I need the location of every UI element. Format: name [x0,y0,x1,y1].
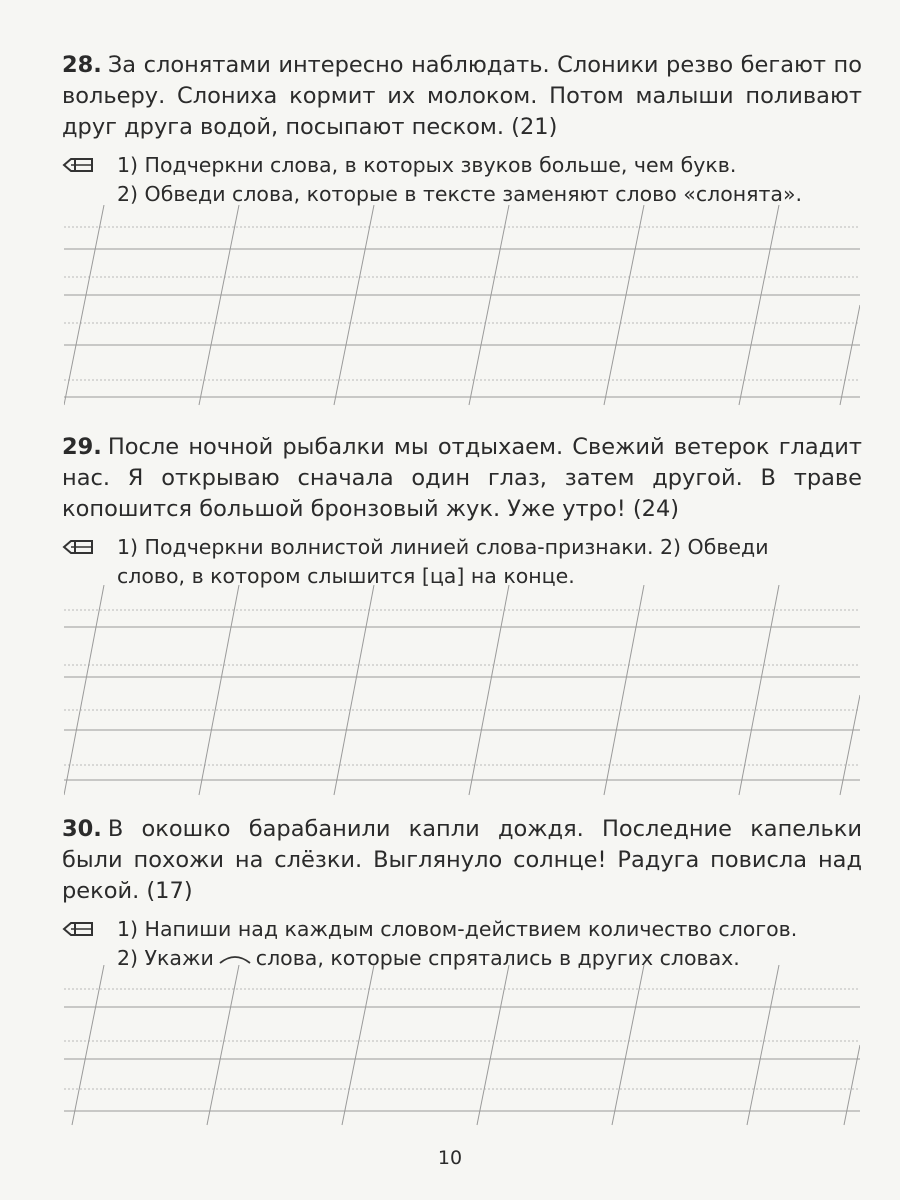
writing-grid-lines [64,585,860,800]
writing-grid [64,965,860,1135]
exercise-29 [62,432,862,591]
writing-grid-lines [64,965,860,1135]
pencil-icon [62,919,96,939]
task-line: 2) Обведи слова, которые в тексте заменяют слово «слонята». [117,182,803,206]
task-line: 1) Подчеркни волнистой линией слова-признаки. 2) Обведи [117,535,769,559]
exercise-number: 29. [62,434,102,460]
task-line: слово, в котором слышится [ца] на конце. [117,564,575,588]
pencil-icon [62,537,96,557]
task-line: 1) Напиши над каждым словом-действием количество слогов. [117,917,798,941]
arc-mark-icon [218,953,252,965]
writing-grid-lines [64,205,860,415]
pencil-icon [62,155,96,175]
exercise-task [62,151,862,209]
exercise-28 [62,50,862,209]
exercise-text: 30. В окошко барабанили капли дождя. Последние капельки были похожи на слёзки. Выглянуло солнце! Радуга повисла над рекой. (17) [62,816,862,904]
task-line: 2) Укажи слова, которые спрятались в других словах. [117,946,740,970]
exercise-text: 29. После ночной рыбалки мы отдыхаем. Свежий ветерок гладит нас. Я открываю сначала один глаз, затем другой. В траве копошится большой бронзовый жук. Уже утро! (24) [62,434,862,522]
exercise-text: 28. За слонятами интересно наблюдать. Слоники резво бегают по вольеру. Слониха кормит их молоком. Потом малыши поливают друг друга водой, посыпают песком. (21) [62,52,862,140]
page-number: 10 [437,1147,463,1169]
exercise-30 [62,814,862,973]
exercise-number: 30. [62,816,102,842]
exercise-task [62,533,862,591]
exercise-number: 28. [62,52,102,78]
task-line: 1) Подчеркни слова, в которых звуков больше, чем букв. [117,153,737,177]
writing-grid [64,205,860,415]
writing-grid [64,585,860,800]
